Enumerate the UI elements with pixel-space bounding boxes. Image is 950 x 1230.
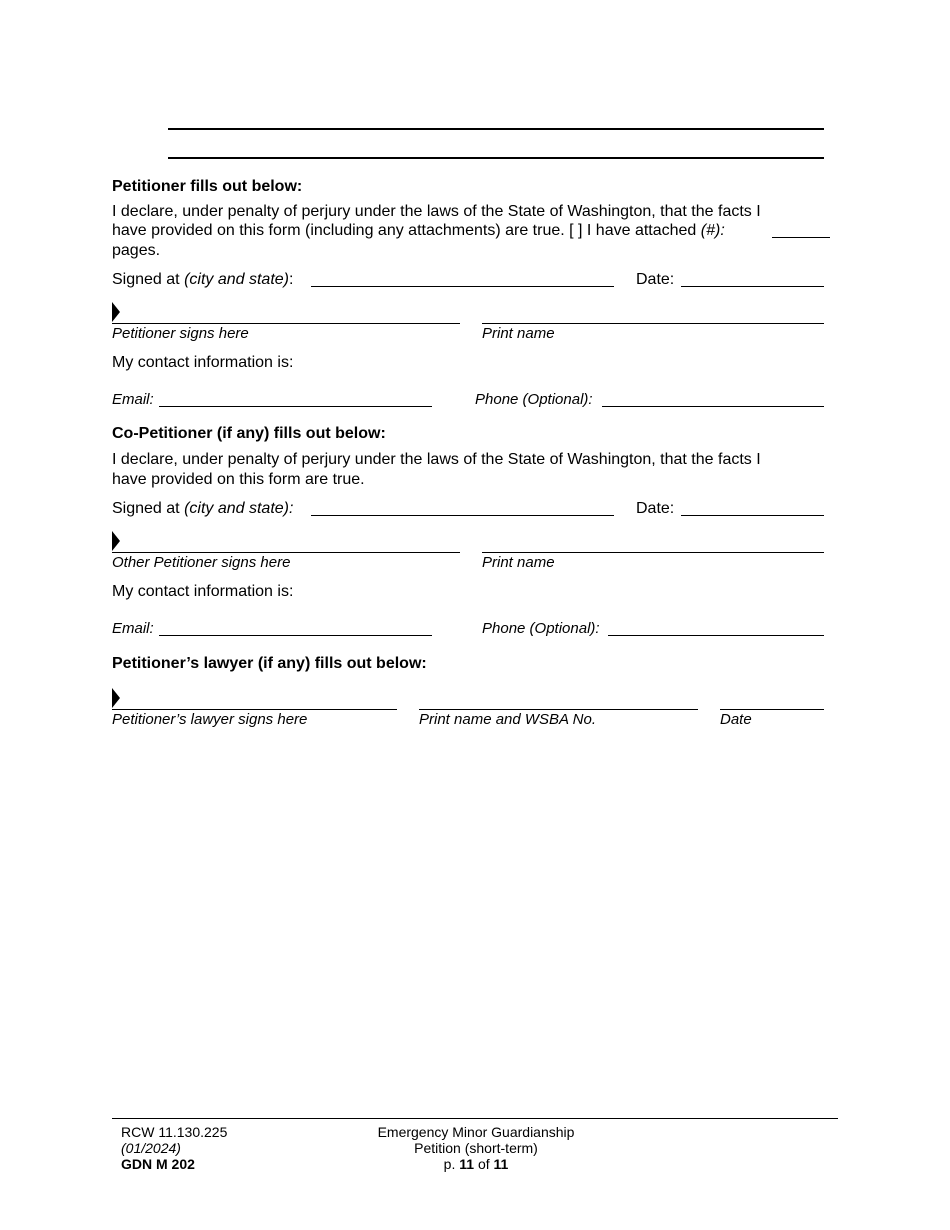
answer-line-1[interactable]: [168, 128, 824, 130]
signed-at-hint: (city and state): [184, 271, 289, 288]
copetitioner-signed-at-field[interactable]: [311, 515, 614, 516]
copetitioner-phone-label: Phone (Optional):: [482, 620, 600, 637]
footer-rcw: RCW 11.130.225: [121, 1124, 228, 1140]
petitioner-print-name-label: Print name: [482, 325, 555, 342]
copetitioner-contact-intro: My contact information is:: [112, 583, 294, 600]
petitioner-signs-here-label: Petitioner signs here: [112, 325, 249, 342]
copetitioner-email-field[interactable]: [159, 635, 432, 636]
signed-at-hint: (city and state):: [184, 500, 294, 517]
signed-at-prefix: Signed at: [112, 500, 180, 517]
lawyer-date-field[interactable]: [720, 709, 824, 710]
petitioner-signed-at-field[interactable]: [311, 286, 614, 287]
signature-arrow-icon: [112, 302, 120, 322]
petitioner-email-label: Email:: [112, 391, 154, 408]
lawyer-signature-field[interactable]: [112, 709, 397, 710]
copetitioner-print-name-label: Print name: [482, 554, 555, 571]
attached-count-label: (#):: [700, 222, 725, 239]
footer-divider: [112, 1118, 838, 1119]
petitioner-date-label: Date:: [636, 271, 675, 288]
petitioner-date-field[interactable]: [681, 286, 824, 287]
signed-at-colon: :: [289, 271, 294, 288]
petitioner-signed-at-label: [112, 270, 293, 289]
copetitioner-date-field[interactable]: [681, 515, 824, 516]
copetitioner-print-name-field[interactable]: [482, 552, 824, 553]
petitioner-heading: Petitioner fills out below:: [112, 178, 303, 195]
petitioner-phone-label: Phone (Optional):: [475, 391, 593, 408]
page-prefix: p.: [443, 1156, 456, 1172]
footer-page-number: [362, 1156, 590, 1172]
petitioner-print-name-field[interactable]: [482, 323, 824, 324]
signature-arrow-icon: [112, 531, 120, 551]
copetitioner-date-label: Date:: [636, 500, 675, 517]
footer-title-line2: Petition (short-term): [414, 1140, 538, 1156]
lawyer-print-name-label: Print name and WSBA No.: [419, 711, 597, 728]
footer-title: [362, 1124, 590, 1172]
lawyer-heading: Petitioner’s lawyer (if any) fills out below:: [112, 655, 427, 672]
copetitioner-heading: Co-Petitioner (if any) fills out below:: [112, 425, 386, 442]
page-current: 11: [459, 1156, 475, 1172]
answer-line-2[interactable]: [168, 157, 824, 159]
page-of: of: [477, 1156, 490, 1172]
copetitioner-declaration-line1: I declare, under penalty of perjury under the laws of the State of Washington, that the facts I: [112, 451, 761, 468]
lawyer-print-name-field[interactable]: [419, 709, 698, 710]
copetitioner-declaration-line2: have provided on this form are true.: [112, 471, 365, 488]
petitioner-signature-field[interactable]: [112, 323, 460, 324]
footer-title-line1: Emergency Minor Guardianship: [377, 1124, 575, 1140]
signed-at-prefix: Signed at: [112, 271, 180, 288]
petitioner-email-field[interactable]: [159, 406, 432, 407]
petitioner-declaration-line3: pages.: [112, 242, 161, 259]
lawyer-signs-here-label: Petitioner’s lawyer signs here: [112, 711, 308, 728]
page-total: 11: [493, 1156, 509, 1172]
signature-arrow-icon: [112, 688, 120, 708]
footer-revision: (01/2024): [121, 1140, 181, 1156]
copetitioner-signs-here-label: Other Petitioner signs here: [112, 554, 291, 571]
copetitioner-signature-field[interactable]: [112, 552, 460, 553]
copetitioner-signed-at-label: [112, 499, 293, 518]
copetitioner-phone-field[interactable]: [608, 635, 824, 636]
petitioner-phone-field[interactable]: [602, 406, 824, 407]
petitioner-declaration-line2: [112, 221, 725, 240]
petitioner-declaration-line1: I declare, under penalty of perjury under the laws of the State of Washington, that the facts I: [112, 203, 761, 220]
petitioner-declaration-line2-text: have provided on this form (including any attachments) are true. [ ] I have attached: [112, 222, 697, 239]
attached-pages-field[interactable]: [772, 237, 830, 238]
footer-form-id: GDN M 202: [121, 1156, 195, 1172]
lawyer-date-label: Date: [720, 711, 752, 728]
petitioner-contact-intro: My contact information is:: [112, 354, 294, 371]
copetitioner-email-label: Email:: [112, 620, 154, 637]
